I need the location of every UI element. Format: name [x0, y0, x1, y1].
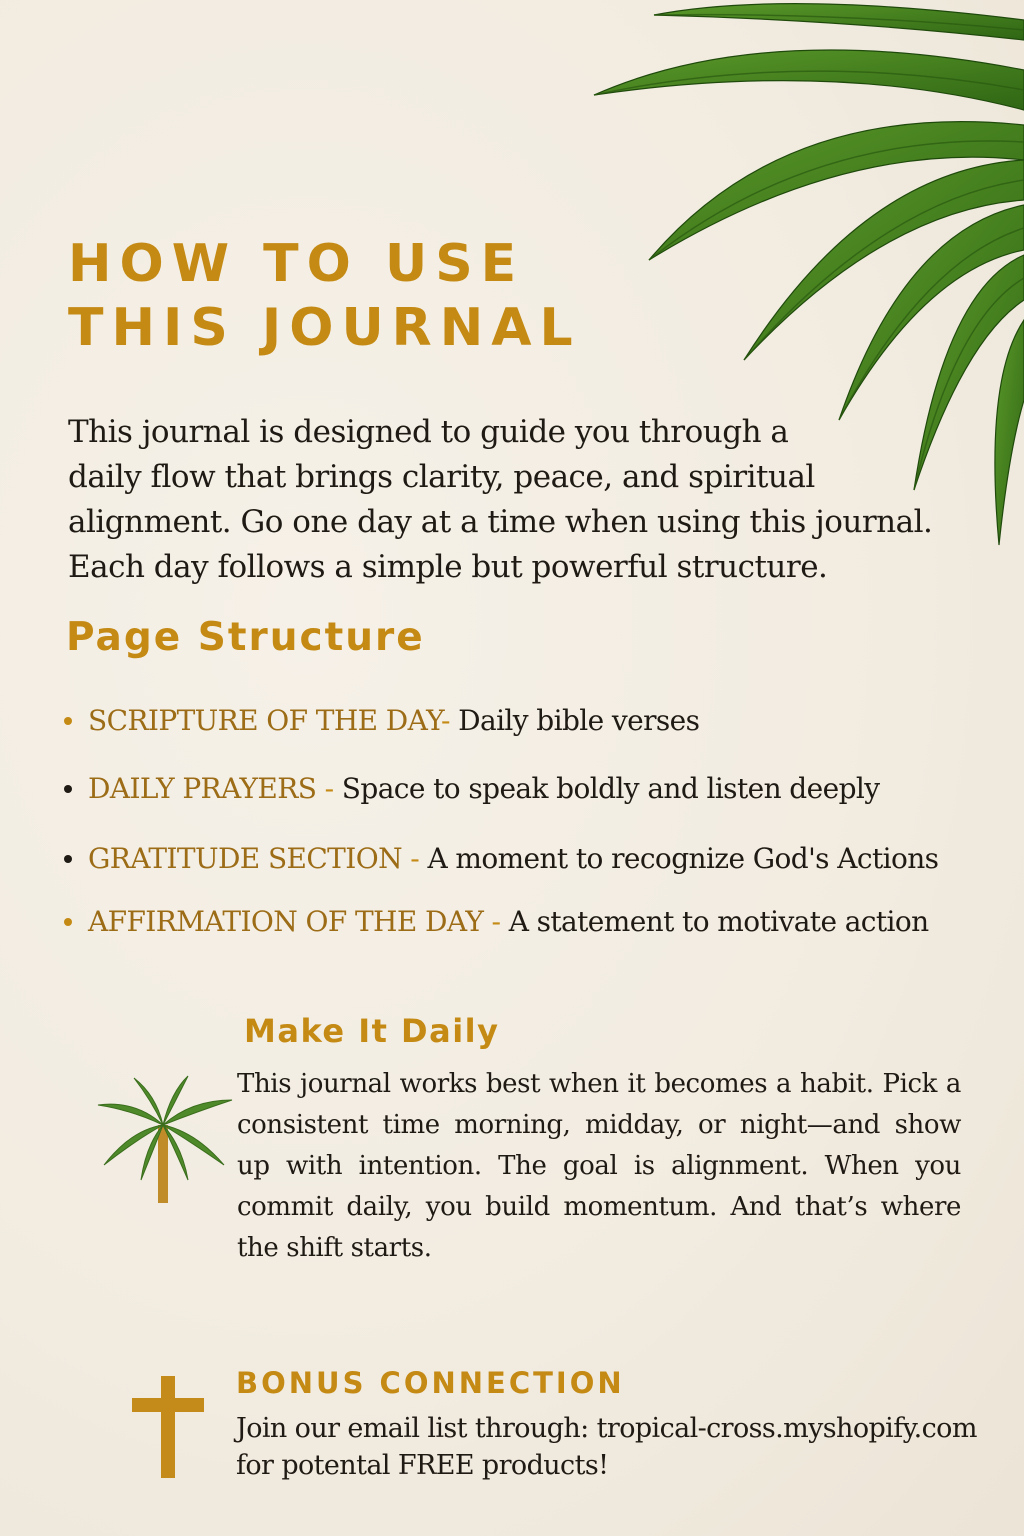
list-item-gratitude — [64, 842, 938, 875]
item-separator: - — [401, 842, 428, 875]
item-key: SCRIPTURE OF THE DAY — [88, 704, 441, 737]
item-separator: - — [483, 905, 509, 938]
item-key: AFFIRMATION OF THE DAY — [88, 905, 484, 938]
palm-tree-icon — [96, 1070, 236, 1205]
intro-paragraph — [68, 410, 988, 590]
item-description: A moment to recognize God's Actions — [427, 842, 939, 875]
list-item-affirmation — [64, 905, 929, 938]
page-title-line-2: THIS JOURNAL — [68, 298, 581, 358]
page-title — [68, 232, 581, 360]
bonus-connection-heading: BONUS CONNECTION — [236, 1366, 625, 1400]
bonus-line-2: for potental FREE products! — [236, 1450, 609, 1481]
list-item-scripture — [64, 704, 699, 737]
item-key: DAILY PRAYERS — [88, 772, 317, 805]
bonus-connection-body — [236, 1410, 1016, 1484]
intro-line: daily flow that brings clarity, peace, and spiritual — [68, 459, 815, 495]
item-separator: - — [316, 772, 342, 805]
page-title-line-1: HOW TO USE — [68, 234, 525, 294]
cross-icon — [132, 1376, 204, 1478]
make-it-daily-body: This journal works best when it becomes a habit. Pick a consistent time morning, midday, or night—and show up with intention. The goal is alignment. When you commit daily, you build momentum. And that’s where the shift starts. — [237, 1069, 961, 1263]
bonus-line-1: Join our email list through: tropical-cross.myshopify.com — [236, 1413, 977, 1444]
item-key: GRATITUDE SECTION — [88, 842, 402, 875]
make-it-daily-heading: Make It Daily — [244, 1012, 500, 1050]
bullet-icon — [64, 717, 72, 725]
bullet-icon — [64, 918, 72, 926]
bullet-icon — [64, 855, 72, 863]
item-description: Daily bible verses — [458, 704, 700, 737]
item-description: A statement to motivate action — [508, 905, 929, 938]
intro-line: Each day follows a simple but powerful structure. — [68, 549, 828, 585]
item-separator: - — [440, 704, 459, 737]
list-item-prayers — [64, 772, 879, 805]
intro-line: alignment. Go one day at a time when using this journal. — [68, 504, 933, 540]
item-description: Space to speak boldly and listen deeply — [341, 772, 880, 805]
page-structure-heading: Page Structure — [66, 615, 425, 660]
intro-line: This journal is designed to guide you through a — [68, 414, 789, 450]
bullet-icon — [64, 785, 72, 793]
